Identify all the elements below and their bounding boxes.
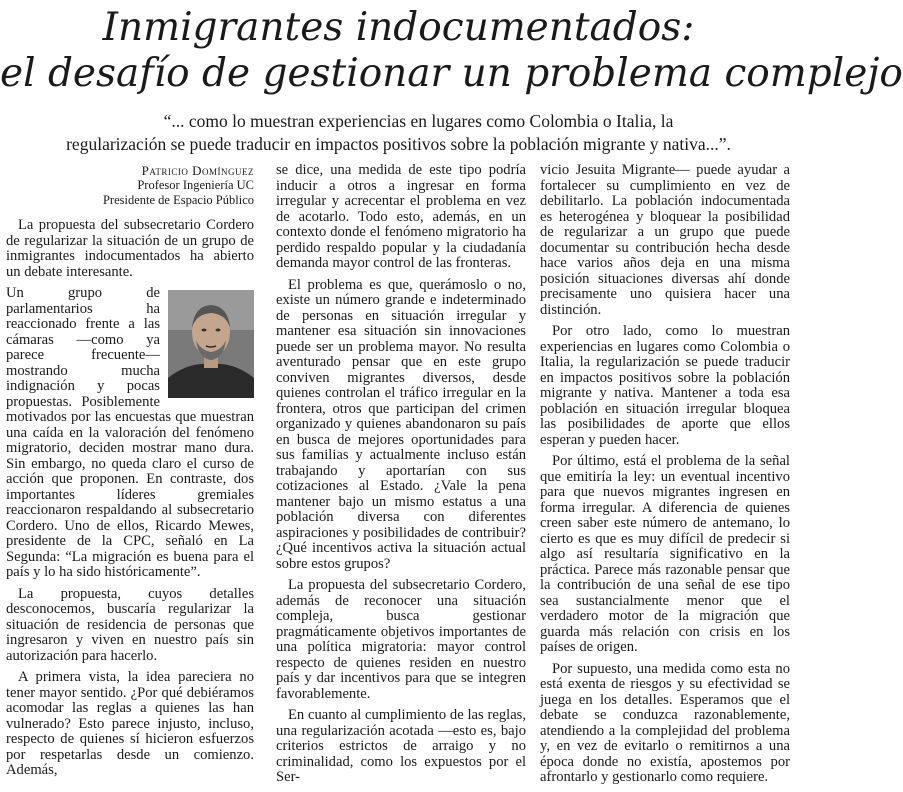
article-column-2: [276, 163, 526, 792]
paragraph: Por otro lado, como lo muestran experiencias en lugares como Colombia o Italia, la regularización se puede traducir en impactos positivos sobre la población migrante y nativa. Mantener a toda esa población en situación irregular bloquea las posibilidades de aporte que ellos esperan y pueden hacer.: [540, 323, 790, 448]
paragraph: se dice, una medida de este tipo podría inducir a otros a ingresar en forma irregular y acrecentar el problema en vez de acotarlo. Todo esto, además, en un contexto donde el fenómeno migratorio ha perdido respaldo popular y la ciudadanía demanda mayor control de las fronteras.: [276, 162, 526, 271]
paragraph: En cuanto al cumplimiento de las reglas, una regularización acotada —esto es, bajo criterios estrictos de arraigo y no criminalidad, como los expuestos por el Ser-: [276, 707, 526, 785]
pull-quote-line-1: “... como lo muestran experiencias en lugares como Colombia o Italia, la: [163, 111, 674, 131]
author-role-2: Presidente de Espacio Público: [102, 193, 254, 207]
article-column-1: [6, 163, 254, 785]
author-portrait-icon: [168, 290, 254, 398]
paragraph: La propuesta, cuyos detalles desconocemos, buscaría regularizar la situación de residencia de personas que ingresaron y viven en nuestro país sin autorización para hacerlo.: [6, 585, 254, 664]
paragraph: A primera vista, la idea pareciera no tener mayor sentido. ¿Por qué debiéramos acomodar las reglas a quienes las han vulnerado? Esto parece injusto, incluso, respecto de quienes sí hicieron esfuerzos por respetarlas desde un comienzo. Además,: [6, 669, 254, 778]
headline-line-1: Inmigrantes indocumentados:: [102, 5, 695, 50]
paragraph: Por último, está el problema de la señal que emitiría la ley: un eventual incentivo para que nuevos migrantes ingresen en forma irregular. A diferencia de quienes creen saber este número de antemano, lo cierto es que es muy difícil de predecir si algo así resultaría significativo en la práctica. Parece más razonable pensar que la contribución de una señal de ese tipo sea sustancialmente menor que el verdadero motor de la migración que guarda más relación con crisis en los países de origen.: [540, 453, 790, 655]
byline: [6, 163, 254, 208]
pull-quote-line-2: regularización se puede traducir en impactos positivos sobre la población migrante y nativa...”.: [66, 134, 731, 154]
paragraph: La propuesta del subsecretario Cordero, además de reconocer una situación compleja, busca gestionar pragmáticamente objetivos importantes de una política migratoria: mayor control respecto de quienes residen en nuestro país y dar incentivos para que se integren favorablemente.: [276, 577, 526, 702]
paragraph: vicio Jesuita Migrante— puede ayudar a fortalecer su cumplimiento en vez de debilitarlo. La población indocumentada es heterogénea y bloquear la posibilidad de regularizar a un grupo que puede documentar su contribución hecha desde hace varios años deja en una misma posición situaciones diversas ahí donde precisamente uno quisiera hacer una distinción.: [540, 162, 790, 318]
headline-line-2: el desafío de gestionar un problema complejo: [0, 51, 903, 96]
author-role-1: Profesor Ingeniería UC: [137, 178, 254, 192]
paragraph: Un grupo de parlamentarios ha reaccionado frente a las cámaras —como ya parece frecuente— mostrando mucha indignación y pocas propuestas. Posiblemente motivados por las encuestas que muestran una caída en la valoración del fenómeno migratorio, deciden mostrar mano dura. Sin embargo, no queda claro el curso de acción que proponen. En contraste, dos importantes líderes gremiales reaccionaron respaldando al subsecretario Cordero. Uno de ellos, Ricardo Mewes, presidente de la CPC, señaló en La Segunda: “La migración es buena para el país y lo ha sido históricamente”.: [6, 285, 254, 580]
article-column-3: [540, 163, 790, 792]
paragraph: La propuesta del subsecretario Cordero de regularizar la situación de un grupo de inmigrantes indocumentados ha abierto un debate interesante.: [6, 217, 254, 280]
author-name: Patricio Domínguez: [141, 163, 254, 178]
paragraph: El problema es que, querámoslo o no, existe un número grande e indeterminado de personas en situación irregular y mantener esa situación sin innovaciones puede ser un problema mayor. No resulta aventurado pensar que en este grupo conviven migrantes diversos, desde quienes controlan el tráfico irregular en la frontera, otros que participan del crimen organizado y quienes abandonaron su país en busca de mejores oportunidades para sus familias y actualmente incluso están trabajando y aportarían con sus cotizaciones al Estado. ¿Vale la pena mantener bajo un mismo estatus a una población diversa con diferentes aspiraciones y posibilidades de contribuir? ¿Qué incentivos activa la situación actual sobre estos grupos?: [276, 276, 526, 572]
paragraph: Por supuesto, una medida como esta no está exenta de riesgos y su efectividad se juega en los detalles. Esperamos que el debate se conduzca razonablemente, atendiendo a la complejidad del problema y, en vez de evitarlo o remitirnos a una época donde no existía, apostemos por afrontarlo y gestionarlo como requiere.: [540, 660, 790, 785]
